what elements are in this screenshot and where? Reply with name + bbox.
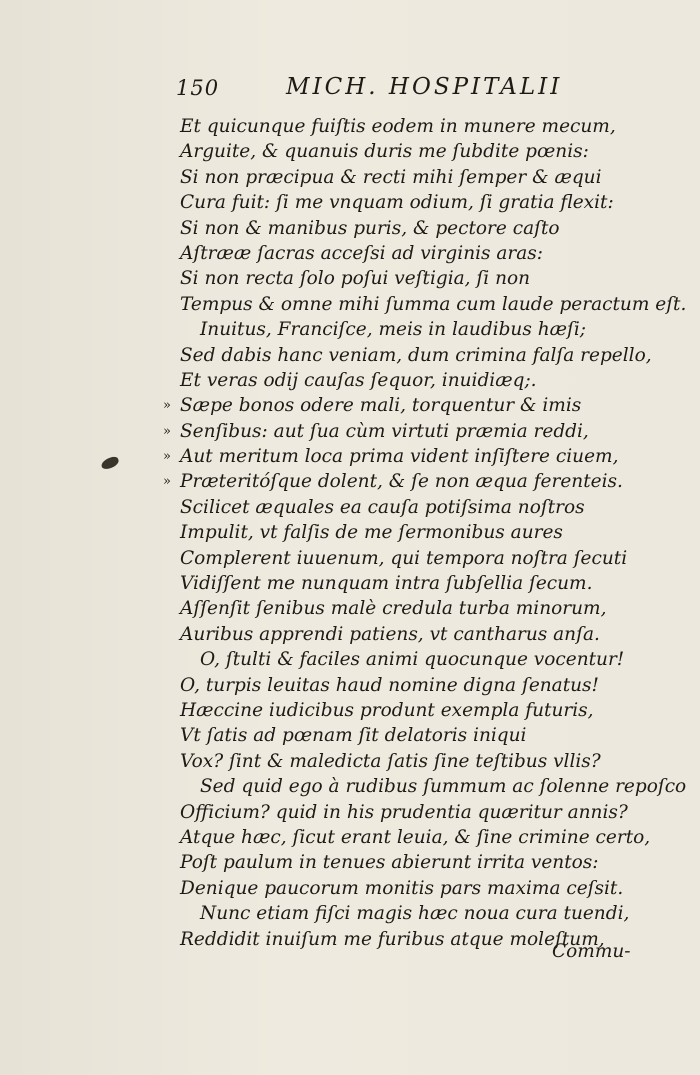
verse-line-text: Sed dabis hanc veniam, dum crimina falſa repello,: [180, 344, 652, 366]
verse-line-text: Senſibus: aut ſua cùm virtuti præmia reddi,: [180, 420, 589, 442]
verse-line: [180, 749, 640, 774]
verse-line: [180, 723, 640, 748]
verse-line-text: Vidiſſent me nunquam intra ſubſellia ſecum.: [180, 573, 593, 595]
verse-line: [180, 800, 640, 825]
marginal-quote-mark: »: [163, 423, 171, 439]
verse-line: [180, 850, 640, 875]
verse-line: [180, 774, 687, 799]
verse-line: [180, 139, 640, 164]
verse-line: [180, 901, 640, 926]
verse-line-text: Officium? quid in his prudentia quæritur annis?: [180, 801, 628, 823]
verse-line: [163, 393, 640, 418]
verse-line-text: Et quicunque fuiſtis eodem in munere mecum,: [180, 116, 616, 137]
page-number: 150: [176, 76, 220, 100]
verse-line-text: Arguite, & quanuis duris me ſubdite pœnis:: [180, 141, 589, 163]
verse-line: [180, 190, 640, 215]
verse-line-text: Vox? ſint & maledicta ſatis ſine teſtibus vllis?: [180, 750, 601, 772]
verse-line: [180, 241, 640, 266]
verse-line-text: Reddidit inuiſum me furibus atque moleſtum,: [180, 928, 605, 950]
verse-line-text: Præteritóſque dolent, & ſe non æqua ferenteis.: [180, 471, 623, 493]
verse-line: [180, 216, 640, 241]
verse-line-text: Nunc etiam fiſci magis hæc noua cura tuendi,: [200, 903, 630, 925]
verse-line: [180, 165, 640, 190]
verse-line: [180, 673, 640, 698]
verse-line: [180, 825, 651, 850]
verse-line-text: Tempus & omne mihi ſumma cum laude peractum eſt.: [180, 293, 687, 315]
verse-line-text: Si non præcipua & recti mihi ſemper & æqui: [180, 166, 602, 188]
verse-line-text: Atque hæc, ſicut erant leuia, & ſine crimine certo,: [180, 826, 651, 848]
verse-line: [180, 495, 640, 520]
verse-line-text: Impulit, vt falſis de me ſermonibus aures: [180, 522, 563, 544]
verse-line: [163, 419, 640, 444]
verse-line: [163, 444, 640, 469]
verse-line: [180, 596, 640, 621]
verse-line-text: Complerent iuuenum, qui tempora noſtra ſecuti: [180, 547, 628, 569]
verse-line: [180, 520, 640, 545]
verse-line-text: Hæccine iudicibus produnt exempla futuris,: [180, 699, 594, 721]
verse-line-text: Denique paucorum monitis pars maxima ceſsit.: [180, 877, 624, 899]
verse-line: [180, 698, 640, 723]
verse-text-block: [163, 114, 687, 952]
verse-line-text: Vt ſatis ad pœnam ſit delatoris iniqui: [180, 725, 527, 747]
verse-line-text: O, ſtulti & faciles animi quocunque vocentur!: [200, 649, 625, 671]
marginal-quote-mark: »: [163, 474, 171, 490]
verse-line-text: Et veras odij cauſas ſequor, inuidiæq;.: [180, 369, 537, 391]
verse-line: [180, 622, 640, 647]
verse-line: [180, 266, 640, 291]
verse-line: [180, 368, 640, 393]
verse-line: [180, 546, 640, 571]
verse-line: [180, 876, 640, 901]
verse-line-text: Aſtrææ ſacras acceſsi ad virginis aras:: [180, 242, 544, 264]
verse-line: [180, 343, 652, 368]
verse-line-text: O, turpis leuitas haud nomine digna ſenatus!: [180, 674, 599, 696]
verse-line-text: Poſt paulum in tenues abierunt irrita ventos:: [180, 852, 599, 874]
marginal-quote-mark: »: [163, 398, 171, 414]
verse-line-text: Auribus apprendi patiens, vt cantharus anſa.: [180, 623, 600, 645]
verse-line: [180, 571, 640, 596]
verse-line-text: Cura fuit: ſi me vnquam odium, ſi gratia flexit:: [180, 192, 614, 214]
verse-line-text: Inuitus, Franciſce, meis in laudibus hæſi;: [200, 319, 587, 341]
verse-line: [180, 317, 640, 342]
verse-line-text: Sed quid ego à rudibus ſummum ac ſolenne repoſco: [200, 776, 687, 798]
verse-line-text: Aſſenſit ſenibus malè credula turba minorum,: [180, 598, 607, 620]
marginal-quote-mark: »: [163, 449, 171, 465]
verse-line-text: Scilicet æquales ea cauſa potiſsima noſtros: [180, 496, 585, 518]
running-title: MICH. HOSPITALII: [286, 74, 563, 100]
verse-line-text: Si non recta ſolo poſui veſtigia, ſi non: [180, 268, 531, 290]
verse-line-text: Si non & manibus puris, & pectore caſto: [180, 217, 560, 239]
verse-line: [180, 292, 687, 317]
verse-line: [163, 469, 640, 494]
verse-line-text: Sæpe bonos odere mali, torquentur & imis: [180, 395, 582, 417]
ink-blot: [100, 455, 120, 471]
verse-line: [180, 647, 640, 672]
verse-line-text: Aut meritum loca prima vident inſiſtere ciuem,: [180, 446, 619, 468]
catchword: Commu-: [552, 941, 631, 962]
verse-line: [180, 114, 640, 139]
